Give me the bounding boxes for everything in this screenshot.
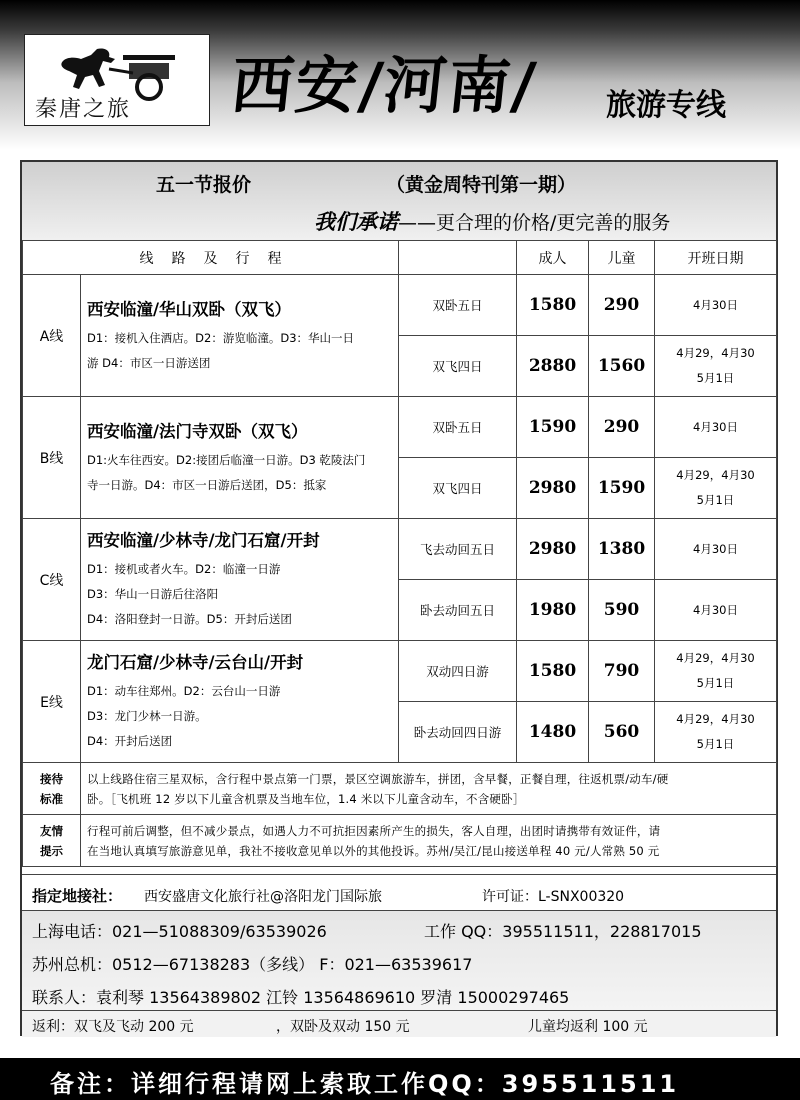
title-band — [22, 162, 776, 241]
note-line: 在当地认真填写旅游意见单，我社不接收意见单以外的其他投诉。苏州/吴江/昆山接送单程 40 元/人常熟 50 元 — [87, 843, 660, 858]
adult-price: 1580 — [517, 641, 589, 702]
itinerary-line: D1：接机入住酒店。D2：游览临潼。D3：华山一日 — [87, 330, 355, 345]
banner-title: 五一节报价 — [156, 174, 252, 196]
route-detail — [81, 275, 399, 397]
departure-dates — [655, 641, 777, 702]
adult-price: 2980 — [517, 519, 589, 580]
tour-type: 双飞四日 — [399, 336, 517, 397]
note-label-line: 标准 — [40, 791, 63, 806]
note-line: 以上线路住宿三星双标，含行程中景点第一门票，景区空调旅游车，拼团，含早餐，正餐自理，往返机票/动车/硬 — [87, 771, 669, 786]
child-price: 790 — [589, 641, 655, 702]
table-row — [23, 641, 777, 702]
route-code: E线 — [23, 641, 81, 763]
itinerary-line: D1：接机或者火车。D2：临潼一日游 — [87, 562, 281, 576]
page-subtitle: 旅游专线 — [606, 88, 726, 123]
child-header: 儿童 — [589, 241, 655, 275]
rebate-child: 儿童均返利 100 元 — [528, 1019, 648, 1035]
license-number: 许可证：L-SNX00320 — [482, 889, 625, 905]
promise-text: ——更合理的价格/更完善的服务 — [398, 212, 671, 234]
child-price: 1560 — [589, 336, 655, 397]
date-line: 4月29，4月30 — [676, 651, 755, 665]
promise-label: 我们承诺 — [314, 209, 398, 234]
note-label-line: 提示 — [40, 843, 63, 858]
table-header-row — [23, 241, 777, 275]
table-row — [23, 519, 777, 580]
route-code: B线 — [23, 397, 81, 519]
suzhou-phone: 苏州总机：0512—67138283（多线） F：021—63539617 — [32, 955, 473, 974]
rebate-sleeper: ，双卧及双动 150 元 — [276, 1019, 410, 1035]
table-row — [23, 275, 777, 336]
itinerary-line: D1:火车往西安。D2:接团后临潼一日游。D3 乾陵法门 — [87, 452, 366, 467]
footer-note: 备注：详细行程请网上索取工作QQ：395511511 — [50, 1070, 680, 1098]
child-price: 1590 — [589, 458, 655, 519]
date-line: 5月1日 — [696, 737, 735, 751]
note-label — [23, 815, 81, 867]
note-line: 行程可前后调整，但不减少景点，如遇人力不可抗拒因素所产生的损失，客人自理，出团时请携带有效证件，请 — [87, 823, 661, 838]
child-price: 560 — [589, 702, 655, 763]
route-detail — [81, 641, 399, 763]
tour-type: 卧去动回四日游 — [399, 702, 517, 763]
table-row — [23, 397, 777, 458]
date-line: 4月30日 — [693, 297, 738, 312]
child-price: 1380 — [589, 519, 655, 580]
departure-dates — [655, 275, 777, 336]
adult-price: 1980 — [517, 580, 589, 641]
departure-dates — [655, 519, 777, 580]
dates-header: 开班日期 — [655, 241, 777, 275]
date-line: 5月1日 — [696, 493, 735, 507]
route-name: 西安临潼/少林寺/龙门石窟/开封 — [87, 531, 320, 550]
rebate-fly: 返利：双飞及飞动 200 元 — [32, 1019, 194, 1035]
date-line: 4月30日 — [693, 419, 738, 434]
route-detail — [81, 519, 399, 641]
tour-type: 飞去动回五日 — [399, 519, 517, 580]
note-label-line: 接待 — [40, 771, 63, 786]
date-line: 4月29，4月30 — [676, 468, 755, 482]
itinerary-line: D3：龙门少林一日游。 — [87, 709, 207, 723]
tour-type: 双卧五日 — [399, 397, 517, 458]
local-agency-bar — [22, 874, 776, 911]
child-price: 590 — [589, 580, 655, 641]
routes-table — [22, 240, 777, 867]
contact-persons: 联系人：袁利琴 13564389802 江铃 13564869610 罗清 15000297465 — [32, 988, 570, 1007]
adult-price: 1480 — [517, 702, 589, 763]
brand-logo — [24, 34, 210, 126]
page-title: 西安/河南/ — [227, 49, 541, 122]
tour-type: 双飞四日 — [399, 458, 517, 519]
tour-type: 卧去动回五日 — [399, 580, 517, 641]
shanghai-phone: 上海电话：021—51088309/63539026 — [32, 922, 327, 941]
banner-issue: （黄金周特刊第一期） — [386, 174, 577, 196]
departure-dates — [655, 397, 777, 458]
work-qq: 工作 QQ：395511511，228817015 — [424, 922, 702, 941]
itinerary-line: D4：开封后送团 — [87, 734, 173, 748]
friendly-tips-row — [23, 815, 777, 867]
note-label-line: 友情 — [40, 823, 63, 838]
price-sheet — [20, 160, 778, 1036]
date-line: 4月30日 — [693, 602, 738, 617]
adult-price: 2980 — [517, 458, 589, 519]
adult-price: 2880 — [517, 336, 589, 397]
agency-name: 西安盛唐文化旅行社@洛阳龙门国际旅 — [144, 889, 382, 905]
logo-text: 秦唐之旅 — [35, 97, 132, 122]
route-code: A线 — [23, 275, 81, 397]
tour-type: 双卧五日 — [399, 275, 517, 336]
date-line: 4月29，4月30 — [676, 346, 755, 360]
route-name: 西安临潼/法门寺双卧（双飞） — [87, 421, 308, 441]
footer-bar — [0, 1058, 800, 1100]
departure-dates — [655, 702, 777, 763]
tour-type: 双动四日游 — [399, 641, 517, 702]
route-name: 西安临潼/华山双卧（双飞） — [87, 299, 292, 319]
itinerary-line: 游 D4：市区一日游送团 — [87, 355, 211, 370]
date-line: 5月1日 — [696, 371, 735, 385]
note-line: 卧。［飞机班 12 岁以下儿童含机票及当地车位，1.4 米以下儿童含动车，不含硬卧］ — [87, 791, 525, 806]
adult-price: 1590 — [517, 397, 589, 458]
adult-price: 1580 — [517, 275, 589, 336]
page-header — [0, 0, 800, 150]
departure-dates — [655, 336, 777, 397]
route-detail — [81, 397, 399, 519]
date-line: 4月30日 — [693, 541, 738, 556]
note-text — [81, 815, 777, 867]
route-header: 线路及行程 — [23, 241, 399, 275]
agency-label: 指定地接社： — [32, 887, 123, 905]
departure-dates — [655, 580, 777, 641]
service-standard-row — [23, 763, 777, 815]
adult-header: 成人 — [517, 241, 589, 275]
child-price: 290 — [589, 397, 655, 458]
promise-line — [314, 206, 670, 236]
date-line: 4月29，4月30 — [676, 712, 755, 726]
itinerary-line: D3：华山一日游后往洛阳 — [87, 587, 219, 601]
itinerary-line: D1：动车往郑州。D2：云台山一日游 — [87, 684, 281, 698]
child-price: 290 — [589, 275, 655, 336]
itinerary-line: D4：洛阳登封一日游。D5：开封后送团 — [87, 612, 292, 626]
departure-dates — [655, 458, 777, 519]
note-label — [23, 763, 81, 815]
type-header — [399, 241, 517, 275]
route-code: C线 — [23, 519, 81, 641]
contacts-block — [22, 910, 776, 1011]
rebate-bar — [22, 1010, 776, 1037]
note-text — [81, 763, 777, 815]
itinerary-line: 寺一日游。D4：市区一日游后送团，D5：抵家 — [87, 477, 327, 492]
route-name: 龙门石窟/少林寺/云台山/开封 — [87, 653, 304, 672]
date-line: 5月1日 — [696, 676, 735, 690]
